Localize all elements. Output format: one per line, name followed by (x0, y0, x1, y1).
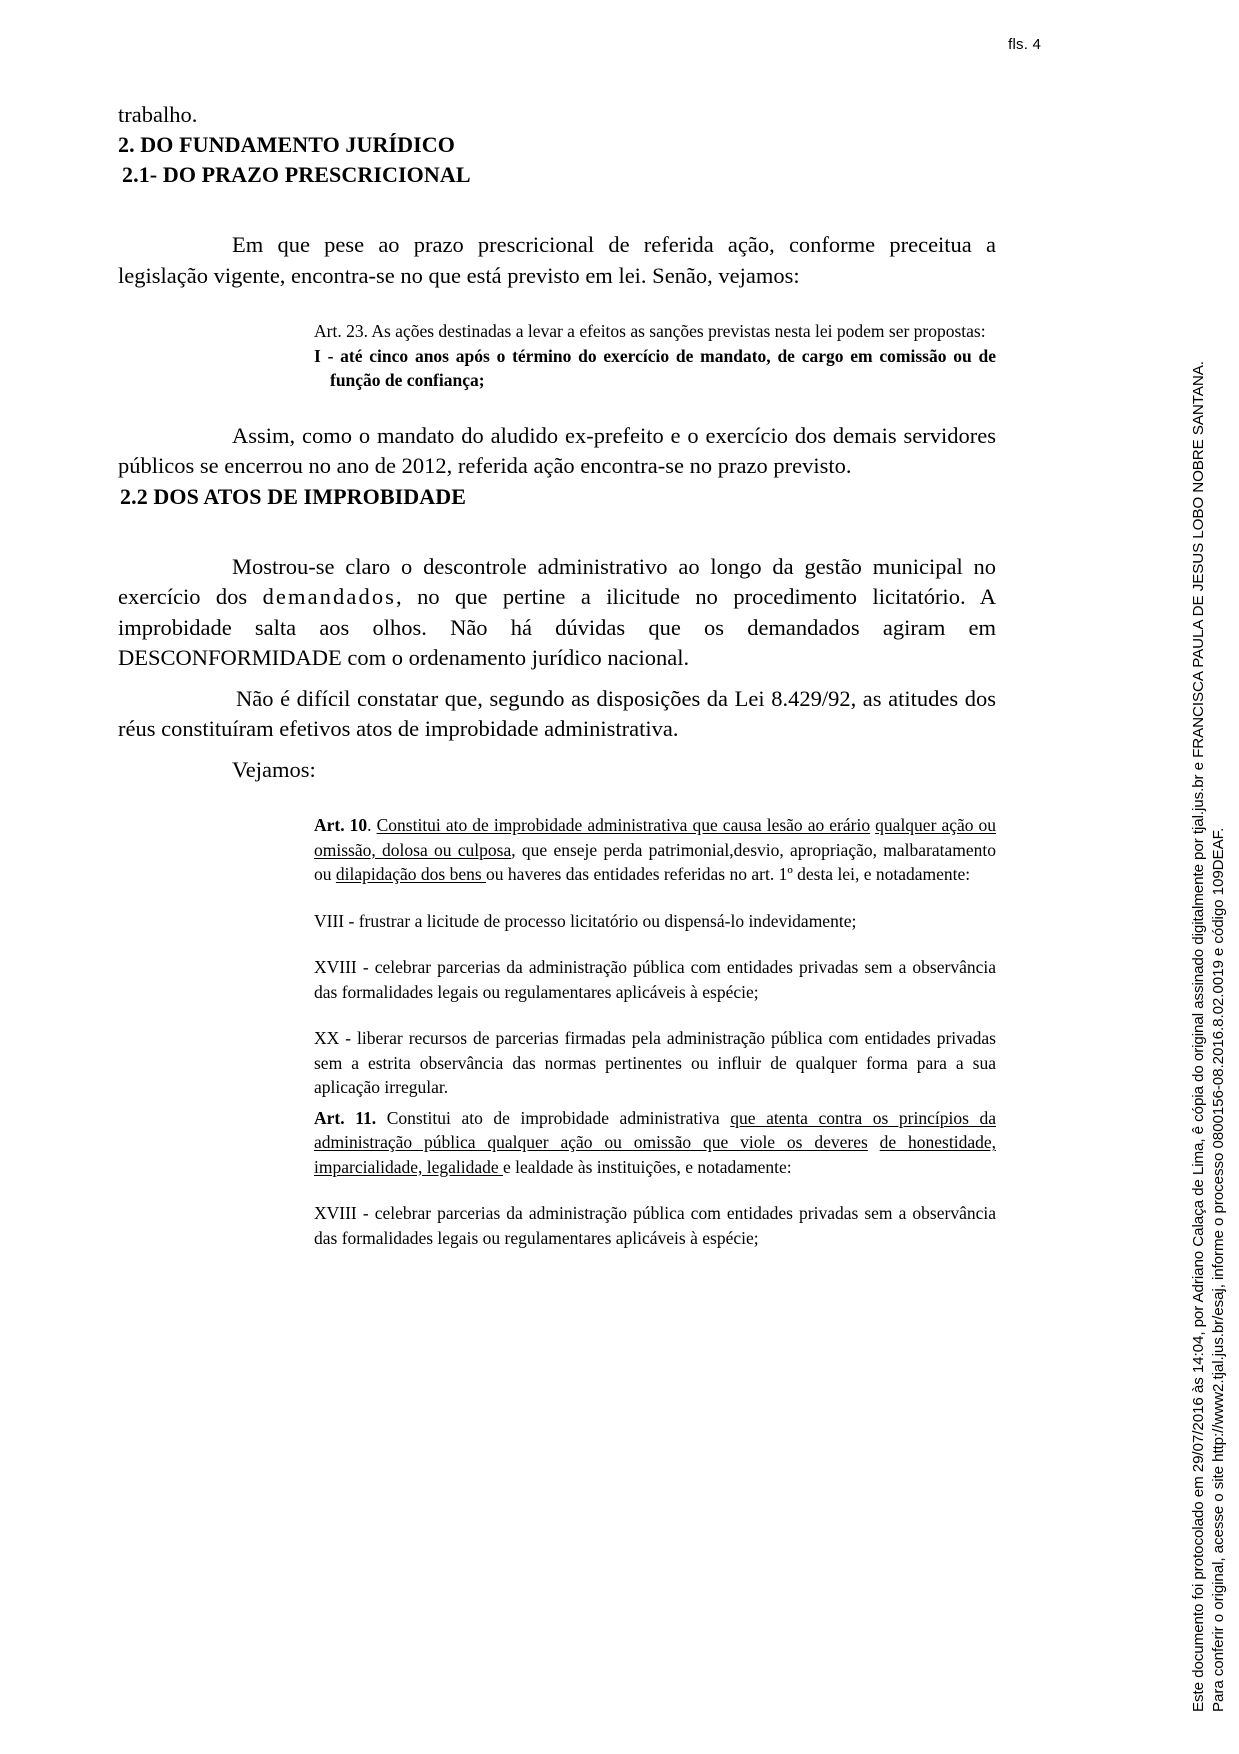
quote-art10-caput (314, 813, 996, 887)
paragraph-mostrou-part-a: Mostrou-se claro o descontrole administrativo ao longo da gestão municipal no exercício dos (118, 553, 996, 609)
quote-art11-seg1: Constitui ato de improbidade administrativa (376, 1107, 731, 1128)
spacer (118, 291, 996, 319)
quote-art11-item-XVIII: XVIII - celebrar parcerias da administração pública com entidades privadas sem a observância das formalidades legais ou regulamentares aplicáveis à espécie; (314, 1203, 996, 1248)
spacer (314, 1179, 996, 1201)
quote-art11-seg5: e lealdade às instituições, e notadamente: (503, 1156, 792, 1177)
quote-art11-caput (314, 1106, 996, 1180)
paragraph-prescricional: Em que pese ao prazo prescricional de referida ação, conforme preceitua a legislação vigente, encontra-se no que está previsto em lei. Senão, vejamos: (118, 232, 996, 288)
paragraph-vejamos: Vejamos: (232, 756, 316, 782)
heading-section-2-1: 2.1- DO PRAZO PRESCRICIONAL (122, 162, 471, 187)
quote-art23-item-I: I - até cinco anos após o término do exercício de mandato, de cargo em comissão ou de função de confiança; (314, 345, 996, 390)
signature-line-2: Para conferir o original, acesse o site http://www2.tjal.jus.br/esaj, informe o processo 0800156-08.2016.8.02.0019 e código 109DEAF. (1210, 827, 1227, 1712)
quote-art10-seg5: , que enseje perda patrimonial,desvio, apropriação, malbaratamento ou (314, 839, 996, 884)
quote-art11-label: Art. 11. (314, 1107, 377, 1128)
paragraph-mostrou-spaced-word: demandados (262, 584, 397, 609)
quote-block-art-23 (314, 319, 996, 393)
page-folio-label: fls. 4 (1008, 36, 1041, 53)
paragraph-nao-dificil: Não é difícil constatar que, segundo as disposições da Lei 8.429/92, as atitudes dos réus constituíram efetivos atos de improbidade administrativa. (118, 685, 996, 741)
spacer (314, 933, 996, 955)
spacer (314, 1004, 996, 1026)
signature-line-1: Este documento foi protocolado em 29/07/2016 às 14:04, por Adriano Calaça de Lima, ê cópia do original assinado digitalmente por tjal.jus.br e FRANCISCA PAULA DE JESUS LOBO NOBRE SANTANA. (1190, 361, 1207, 1712)
spacer (118, 785, 996, 813)
quote-art10-item-XVIII: XVIII - celebrar parcerias da administração pública com entidades privadas sem a observância das formalidades legais ou regulamentares aplicáveis à espécie; (314, 957, 996, 1002)
quote-art10-seg7: ou haveres das entidades referidas no art. 1º desta lei, e notadamente: (486, 864, 971, 884)
paragraph-mostrou-part-b: , no que pertine a ilicitude no procedimento licitatório. A improbidade salta aos olhos. Não há dúvidas que os demandados agiram em DESCONFORMIDADE com o ordenamento jurídico nacional. (118, 584, 996, 670)
spacer (118, 190, 996, 230)
paragraph-assim: Assim, como o mandato do aludido ex-prefeito e o exercício dos demais servidores públicos se encerrou no ano de 2012, referida ação encontra-se no prazo previsto. (118, 422, 996, 478)
quote-art23-intro: Art. 23. As ações destinadas a levar a efeitos as sanções previstas nesta lei podem ser propostas: (314, 321, 986, 341)
quote-art10-seg2-underlined: Constitui ato de improbidade administrativa que causa lesão ao erário (376, 815, 871, 835)
quote-art11-seg4-underlined: de honestidade, imparcialidade, legalidade (314, 1132, 996, 1177)
quote-block-art-10 (314, 813, 996, 1250)
spacer (118, 674, 996, 684)
spacer (118, 512, 996, 552)
quote-art10-seg4-underlined: qualquer ação ou omissão, dolosa ou culposa (314, 815, 997, 860)
digital-signature-strip (1153, 0, 1239, 1754)
heading-section-2-2: 2.2 DOS ATOS DE IMPROBIDADE (120, 483, 466, 509)
quote-art10-item-XX: XX - liberar recursos de parcerias firmadas pela administração pública com entidades privadas sem a estrita observância das normas pertinentes ou influir de qualquer forma para a sua aplicação irregular. (314, 1028, 996, 1097)
quote-art10-label: Art. 10 (314, 815, 368, 835)
orphan-line: trabalho. (118, 102, 198, 127)
paragraph-mostrou-se (118, 552, 996, 674)
spacer (118, 745, 996, 755)
heading-section-2: 2. DO FUNDAMENTO JURÍDICO (118, 132, 455, 157)
quote-art11-seg3 (868, 1132, 880, 1152)
quote-art10-item-VIII: VIII - frustrar a licitude de processo licitatório ou dispensá-lo indevidamente; (314, 910, 857, 931)
spacer (314, 887, 996, 909)
quote-art10-seg1: . (367, 815, 377, 835)
spacer (118, 393, 996, 421)
document-body (118, 100, 996, 1250)
quote-art10-seg6-underlined: dilapidação dos bens (335, 864, 487, 884)
quote-art11-seg2-underlined: que atenta contra os princípios da administração pública qualquer ação ou omissão que viole os deveres (314, 1107, 996, 1152)
